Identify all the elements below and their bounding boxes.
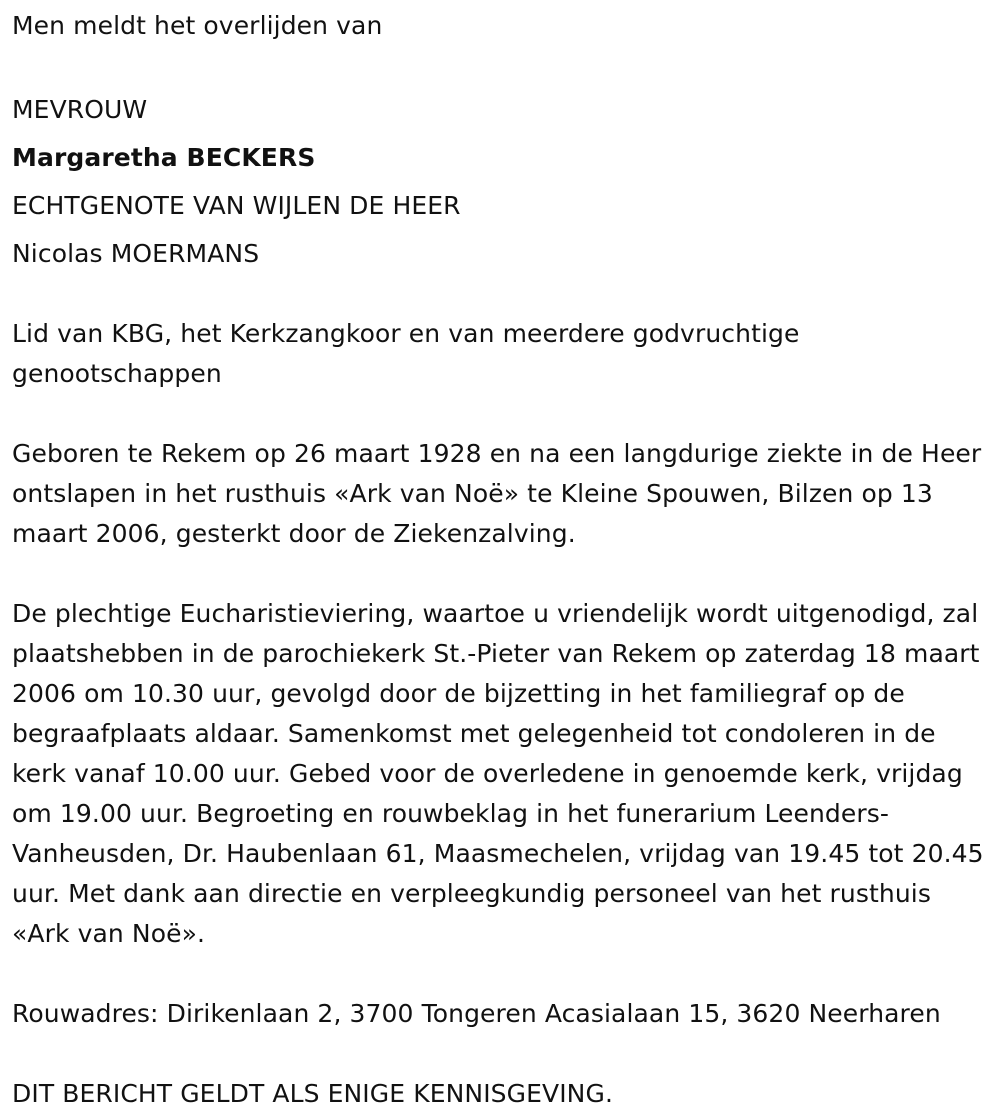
intro-line: Men meldt het overlijden van [12,11,383,40]
ceremony-paragraph: De plechtige Eucharistieviering, waartoe u vriendelijk wordt uitgenodigd, zal plaatshebben in de parochiekerk St.-Pieter van Rekem op zaterdag 18 maart 2006 om 10.30 uur, gevolgd door de bijzetting in het familiegraf op de begraafplaats aldaar. Samenkomst met gelegenheid tot condoleren in de kerk vanaf 10.00 uur. Gebed voor de overledene in genoemde kerk, vrijdag om 19.00 uur. Begroeting en rouwbeklag in het funerarium Leenders-Vanheusden, Dr. Haubenlaan 61, Maasmechelen, vrijdag van 19.45 tot 20.45 uur. Met dank aan directie en verpleegkundig personeel van het rusthuis «Ark van Noë». [12,599,984,948]
spouse-name: Nicolas MOERMANS [12,239,260,268]
spacer [12,1034,992,1074]
deceased-name: Margaretha BECKERS [12,143,316,172]
birth-death-paragraph: Geboren te Rekem op 26 maart 1928 en na een langdurige ziekte in de Heer ontslapen in het rusthuis «Ark van Noë» te Kleine Spouwen, Bilzen op 13 maart 2006, gesterkt door de Ziekenzalving. [12,439,982,548]
honorific: MEVROUW [12,95,148,124]
spacer [12,394,992,434]
spacer [12,554,992,594]
spacer [12,46,992,86]
memberships-paragraph: Lid van KBG, het Kerkzangkoor en van meerdere godvruchtige genootschappen [12,319,800,388]
spacer [12,954,992,994]
spacer [12,274,992,314]
death-notice [12,6,992,1114]
address-line: Rouwadres: Dirikenlaan 2, 3700 Tongeren Acasialaan 15, 3620 Neerharen [12,999,941,1028]
closing-line: DIT BERICHT GELDT ALS ENIGE KENNISGEVING. [12,1079,613,1108]
relation-line: ECHTGENOTE VAN WIJLEN DE HEER [12,191,461,220]
